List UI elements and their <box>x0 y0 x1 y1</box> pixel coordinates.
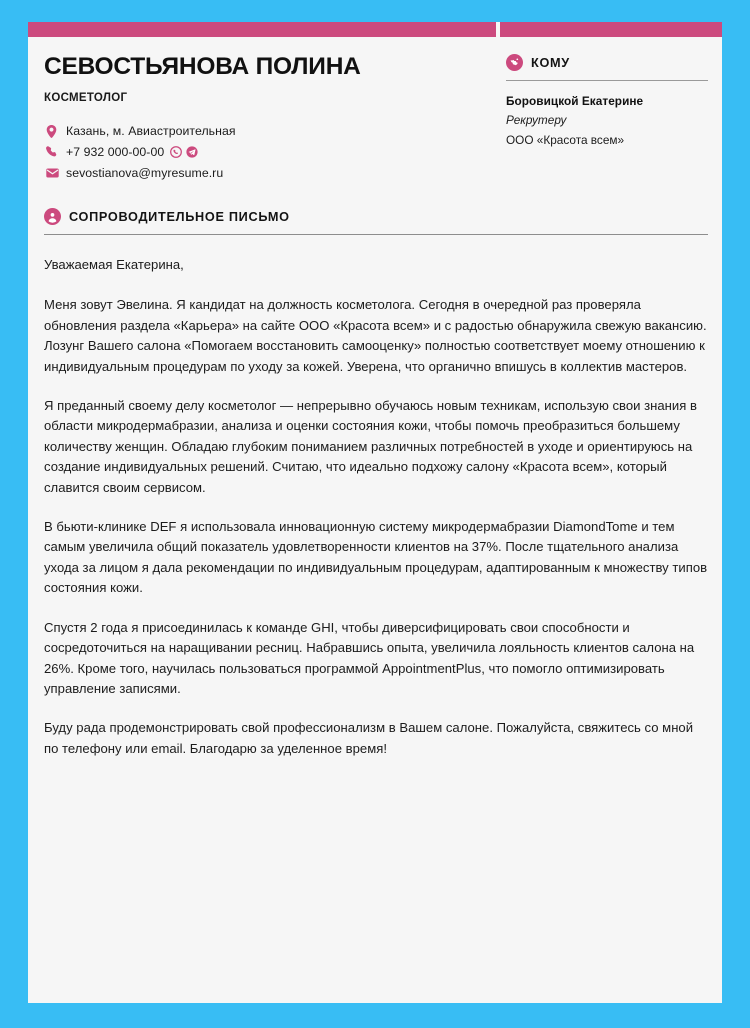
cover-letter-heading: СОПРОВОДИТЕЛЬНОЕ ПИСЬМО <box>69 209 290 224</box>
identity-column <box>28 37 496 184</box>
recipient-role: Рекрутеру <box>506 113 567 127</box>
whatsapp-icon <box>170 146 182 158</box>
page-title: СЕВОСТЬЯНОВА ПОЛИНА <box>44 53 361 80</box>
recipient-company: ООО «Красота всем» <box>506 133 625 147</box>
contact-phone-text: +7 932 000-00-00 <box>66 145 165 160</box>
user-avatar-icon <box>44 208 61 225</box>
cover-letter-body <box>44 255 708 759</box>
cover-letter-section-header <box>44 208 708 225</box>
envelope-icon <box>44 168 66 178</box>
contact-email-text: sevostianova@myresume.ru <box>66 166 224 181</box>
location-pin-icon <box>44 125 66 138</box>
top-accent-bar-right <box>500 22 722 37</box>
contact-location-text: Казань, м. Авиастроительная <box>66 124 236 139</box>
phone-icon <box>44 146 66 158</box>
recipient-column <box>496 37 722 184</box>
header-columns <box>28 37 722 184</box>
recipient-section-header <box>506 54 708 71</box>
cover-letter-paragraph: Спустя 2 года я присоединилась к команде GHI, чтобы диверсифицировать свои способности и сосредоточиться на наращивании ресниц. Набравшись опыта, увеличила лояльность клиентов салона на 26%. Кроме того, научилась пользоваться программой AppointmentPlus, что помогло оптимизировать управление записями. <box>44 619 695 696</box>
contact-row-email <box>44 163 476 184</box>
resume-page <box>28 22 722 1003</box>
cover-letter-paragraph: В бьюти-клинике DEF я использовала инновационную систему микродермабразии DiamondTome и тем самым увеличила общий показатель удовлетворенности клиентов на 37%. После тщательного анализа ухода за лицом я дала рекомендации по индивидуальным процедурам, адаптированным к множеству типов состояния кожи. <box>44 519 708 596</box>
messenger-icons <box>170 146 198 158</box>
recipient-heading: КОМУ <box>531 55 570 70</box>
recipient-divider <box>506 80 708 81</box>
top-accent-bar <box>28 22 722 37</box>
job-title: КОСМЕТОЛОГ <box>44 91 128 104</box>
cover-letter-closing: Буду рада продемонстрировать свой профессионализм в Вашем салоне. Пожалуйста, свяжитесь со мной по телефону или email. Благодарю за уделенное время! <box>44 720 694 756</box>
recipient-name: Боровицкой Екатерине <box>506 94 644 108</box>
top-accent-bar-left <box>28 22 496 37</box>
contact-list <box>44 121 476 184</box>
cover-letter-paragraph: Меня зовут Эвелина. Я кандидат на должность косметолога. Сегодня в очередной раз проверяла обновления раздела «Карьера» на сайте ООО «Красота всем» и с радостью обнаружила свежую вакансию. Лозунг Вашего салона «Помогаем восстановить самооценку» полностью соответствует моему отношению к индивидуальным процедурам по уходу за кожей. Уверена, что органично впишусь в коллектив мастеров. <box>44 297 707 374</box>
contact-row-phone <box>44 142 476 163</box>
recipient-details <box>506 94 708 147</box>
globe-icon <box>506 54 523 71</box>
contact-row-location <box>44 121 476 142</box>
cover-letter-divider <box>44 234 708 235</box>
cover-letter-section <box>44 208 708 759</box>
telegram-icon <box>186 146 198 158</box>
cover-letter-salutation: Уважаемая Екатерина, <box>44 257 184 272</box>
cover-letter-paragraph: Я преданный своему делу косметолог — непрерывно обучаюсь новым техникам, использую свои знания в области микродермабразии, анализа и оценки состояния кожи, чтобы помочь преобразиться большему количеству женщин. Обладаю глубоким пониманием различных потребностей в уходе и ориентируюсь на создание индивидуальных решений. Считаю, что идеально подхожу салону «Красота всем», который славится своим сервисом. <box>44 398 697 495</box>
